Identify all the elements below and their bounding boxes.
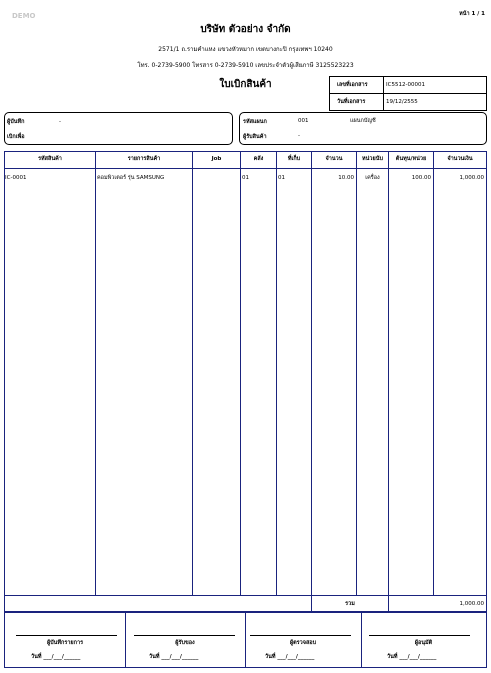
page-number: หน้า 1 / 1 xyxy=(459,11,485,17)
signature-date: วันที่ ___/___/______ xyxy=(149,654,199,660)
col-header-job: Job xyxy=(211,156,222,162)
company-address: 2571/1 ถ.รามคำแหง แขวงหัวหมาก เขตบางกะปิ กรุงเทพฯ 10240 xyxy=(158,46,333,53)
signature-date: วันที่ ___/___/______ xyxy=(387,654,437,660)
col-header-quantity: จำนวน xyxy=(325,156,343,162)
col-header-unit: หน่วยนับ xyxy=(362,156,383,162)
col-header-description: รายการสินค้า xyxy=(127,156,161,162)
col-header-unit-cost: ต้นทุน/หน่วย xyxy=(395,156,427,162)
department-code-value: 001 xyxy=(298,118,309,124)
company-name: บริษัท ตัวอย่าง จำกัด xyxy=(200,24,291,35)
withdraw-purpose-label: เบิกเพื่อ xyxy=(7,134,25,140)
doc-number-value: IC5512-00001 xyxy=(386,82,425,88)
signature-section xyxy=(4,612,487,668)
signature-label: ผู้อนุมัติ xyxy=(414,640,433,646)
demo-watermark: DEMO xyxy=(12,12,36,20)
receiver-label: ผู้รับสินค้า xyxy=(243,134,267,140)
doc-number-label: เลขที่เอกสาร xyxy=(337,82,368,88)
department-code-label: รหัสแผนก xyxy=(243,119,267,125)
cell-warehouse: 01 xyxy=(242,175,249,181)
recorder-info-box xyxy=(4,112,233,145)
items-table xyxy=(4,151,487,612)
receiver-value: - xyxy=(298,133,300,139)
cell-item-code: IC-0001 xyxy=(5,175,27,181)
doc-date-label: วันที่เอกสาร xyxy=(337,99,366,105)
col-header-location: ที่เก็บ xyxy=(287,156,301,162)
doc-info-box xyxy=(329,76,487,111)
signature-label: ผู้รับของ xyxy=(175,640,195,646)
signature-date: วันที่ ___/___/______ xyxy=(31,654,81,660)
department-info-box xyxy=(239,112,487,145)
doc-date-value: 19/12/2555 xyxy=(386,99,418,105)
total-label: รวม xyxy=(345,601,355,607)
col-header-amount: จำนวนเงิน xyxy=(447,156,473,162)
col-header-item-code: รหัสสินค้า xyxy=(38,156,62,162)
cell-amount: 1,000.00 xyxy=(459,175,484,181)
cell-location: 01 xyxy=(278,175,285,181)
recorder-label: ผู้บันทึก xyxy=(7,119,25,125)
document-title: ใบเบิกสินค้า xyxy=(219,79,272,90)
cell-unit: เครื่อง xyxy=(365,175,380,181)
department-name: แผนกบัญชี xyxy=(350,118,376,124)
signature-label: ผู้ตรวจสอบ xyxy=(289,640,317,646)
recorder-value: - xyxy=(59,119,61,125)
col-header-warehouse: คลัง xyxy=(253,156,264,162)
cell-unit-cost: 100.00 xyxy=(411,175,431,181)
total-value: 1,000.00 xyxy=(459,601,484,607)
signature-label: ผู้บันทึกรายการ xyxy=(46,640,84,646)
company-contact: โทร. 0-2739-5900 โทรสาร 0-2739-5910 เลขประจำตัวผู้เสียภาษี 3125523223 xyxy=(137,62,354,69)
cell-description: คอมพิวเตอร์ รุ่น SAMSUNG xyxy=(97,175,165,181)
signature-date: วันที่ ___/___/______ xyxy=(265,654,315,660)
cell-quantity: 10.00 xyxy=(338,175,354,181)
